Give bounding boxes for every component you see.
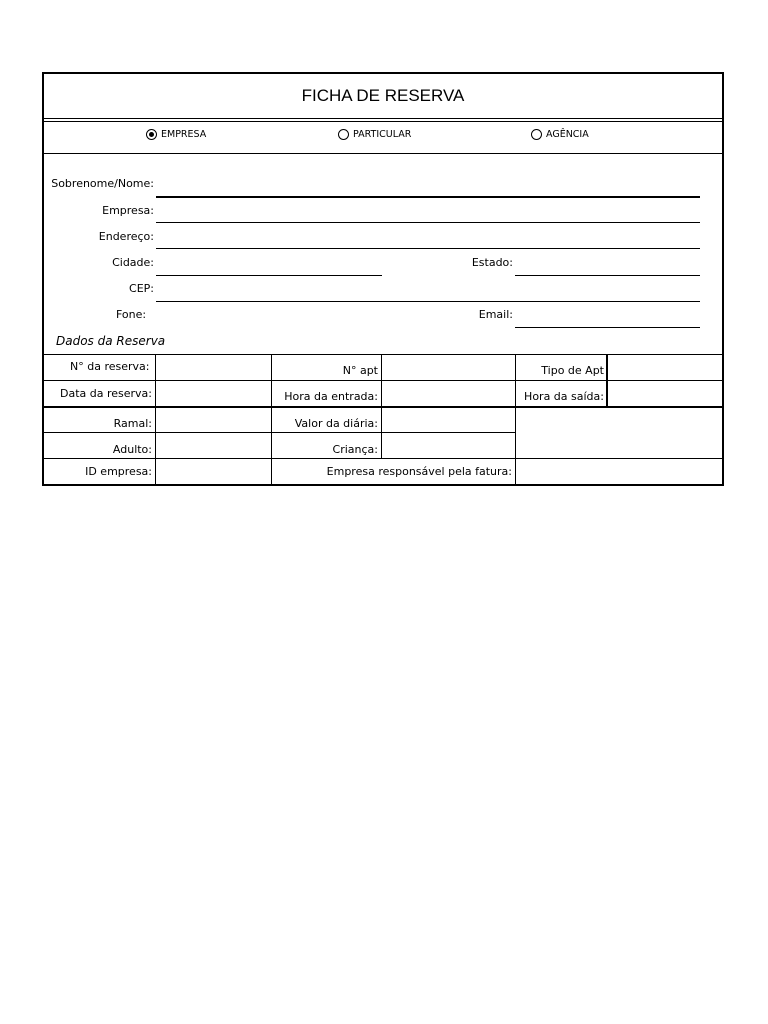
empresa-field[interactable] (156, 222, 700, 223)
empresa-fatura-label: Empresa responsável pela fatura: (326, 465, 512, 478)
title-divider (44, 118, 722, 119)
n-reserva-label: N° da reserva: (70, 360, 150, 373)
table-row-line-2 (44, 406, 722, 408)
data-reserva-label: Data da reserva: (59, 387, 152, 400)
table-row-line-3 (44, 432, 515, 433)
table-row-line-1 (44, 380, 722, 381)
table-col-line-3 (381, 354, 382, 458)
form-title: FICHA DE RESERVA (301, 86, 465, 105)
option-agencia-label: AGÊNCIA (546, 129, 589, 140)
email-label: Email: (478, 308, 513, 321)
endereco-field[interactable] (156, 248, 700, 249)
cep-field[interactable] (156, 301, 700, 302)
adulto-label: Adulto: (112, 443, 152, 456)
hora-entrada-label: Hora da entrada: (284, 390, 378, 403)
option-empresa[interactable] (146, 129, 206, 140)
crianca-label: Criança: (332, 443, 378, 456)
table-col-line-2 (271, 354, 272, 484)
estado-label: Estado: (471, 256, 513, 269)
title-divider-2 (44, 121, 722, 122)
cidade-field[interactable] (156, 275, 382, 276)
reservation-form (42, 72, 724, 486)
radio-unselected-icon[interactable] (338, 129, 349, 140)
id-empresa-label: ID empresa: (85, 465, 152, 478)
endereco-label: Endereço: (98, 230, 154, 243)
radio-unselected-icon[interactable] (531, 129, 542, 140)
estado-field[interactable] (515, 275, 700, 276)
table-col-line-5 (606, 354, 608, 406)
fone-label: Fone: (116, 308, 147, 321)
cep-label: CEP: (129, 282, 154, 295)
table-col-line-4 (515, 354, 516, 484)
radio-selected-icon[interactable] (146, 129, 157, 140)
option-agencia[interactable] (531, 129, 589, 140)
table-col-line-1 (155, 354, 156, 484)
options-divider (44, 153, 722, 154)
n-apt-label: N° apt (342, 364, 378, 377)
option-particular-label: PARTICULAR (353, 129, 412, 140)
section-title: Dados da Reserva (56, 334, 166, 348)
sobrenome-field[interactable] (156, 196, 700, 198)
table-top-line (44, 354, 722, 355)
cidade-label: Cidade: (112, 256, 154, 269)
table-row-line-4 (44, 458, 722, 459)
email-field[interactable] (515, 327, 700, 328)
hora-saida-label: Hora da saída: (524, 390, 604, 403)
ramal-label: Ramal: (113, 417, 152, 430)
empresa-label: Empresa: (102, 204, 154, 217)
valor-diaria-label: Valor da diária: (294, 417, 378, 430)
option-empresa-label: EMPRESA (161, 129, 207, 140)
tipo-apt-label: Tipo de Apt (541, 364, 604, 377)
option-particular[interactable] (338, 129, 411, 140)
sobrenome-label: Sobrenome/Nome: (51, 177, 154, 190)
